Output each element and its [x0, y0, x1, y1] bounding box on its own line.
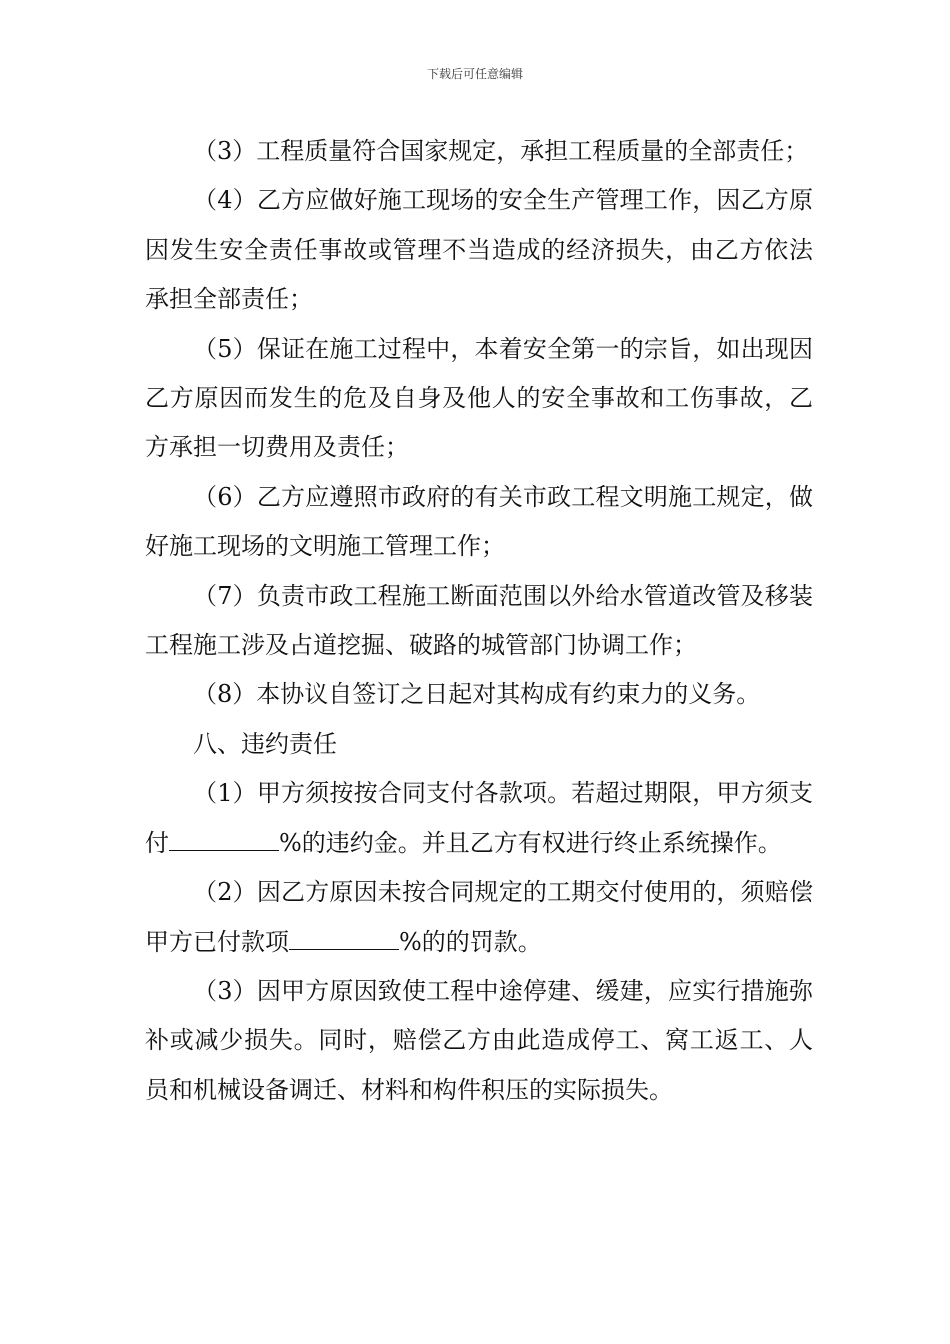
fine-rate-blank [289, 929, 399, 950]
paragraph-coordination-work: （7）负责市政工程施工断面范围以外给水管道改管及移装工程施工涉及占道挖掘、破路的城管部门协调工作； [145, 581, 813, 660]
paragraph-safety-management: （4）乙方应做好施工现场的安全生产管理工作，因乙方原因发生安全责任事故或管理不当造成的经济损失，由乙方依法承担全部责任； [145, 186, 813, 314]
payment-penalty-text-after: %的违约金。并且乙方有权进行终止系统操作。 [279, 828, 782, 857]
section-heading-breach-liability: 八、违约责任 [193, 729, 337, 758]
document-body [145, 127, 813, 1115]
paragraph-payment-penalty [145, 769, 813, 868]
paragraph-civilized-construction: （6）乙方应遵照市政府的有关市政工程文明施工规定，做好施工现场的文明施工管理工作； [145, 482, 813, 561]
payment-penalty-text-before: （1）甲方须按按合同支付各款项。若超过期限，甲方须支付 [145, 779, 813, 857]
delay-penalty-text-after: %的的罚款。 [399, 927, 542, 956]
paragraph-quality-responsibility: （3）工程质量符合国家规定，承担工程质量的全部责任； [193, 137, 809, 165]
paragraph-delay-penalty [145, 868, 813, 967]
paragraph-safety-first: （5）保证在施工过程中，本着安全第一的宗旨，如出现因乙方原因而发生的危及自身及他人的安全事故和工伤事故，乙方承担一切费用及责任； [145, 334, 813, 462]
delay-penalty-text-before: （2）因乙方原因未按合同规定的工期交付使用的，须赔偿甲方已付款项 [145, 878, 813, 956]
penalty-rate-blank [169, 830, 279, 851]
page-header-note: 下载后可任意编辑 [426, 67, 523, 81]
paragraph-suspension-compensation: （3）因甲方原因致使工程中途停建、缓建，应实行措施弥补或减少损失。同时，赔偿乙方由此造成停工、窝工返工、人员和机械设备调迁、材料和构件积压的实际损失。 [145, 976, 813, 1104]
paragraph-binding-obligation: （8）本协议自签订之日起对其构成有约束力的义务。 [193, 680, 761, 709]
